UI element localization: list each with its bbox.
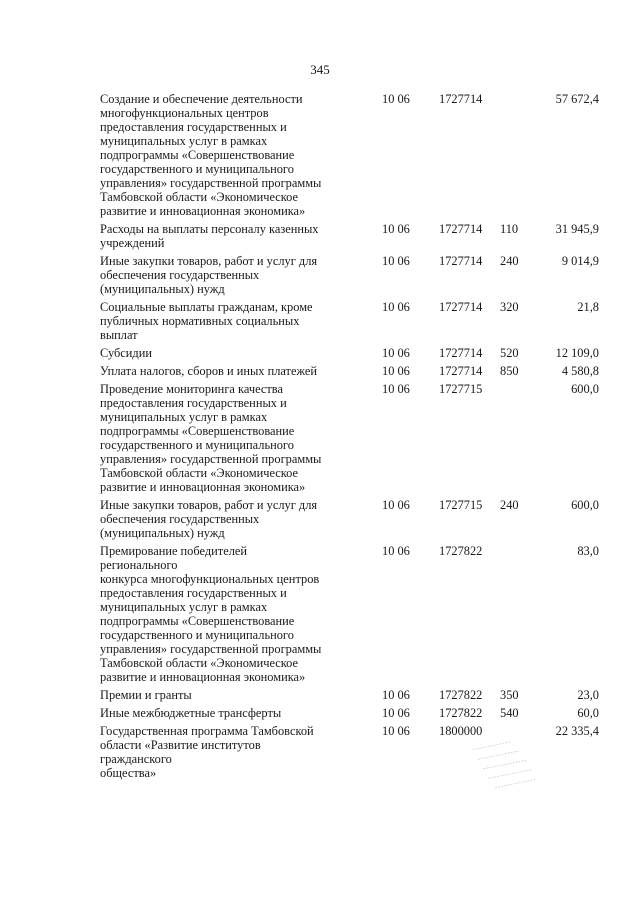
row-amount: 83,0 <box>577 544 599 558</box>
table-row <box>0 346 640 360</box>
row-target: 1727714 <box>439 300 483 314</box>
row-amount: 60,0 <box>577 706 599 720</box>
table-row <box>0 92 640 218</box>
row-section: 10 06 <box>382 688 410 702</box>
table-row <box>0 688 640 702</box>
row-name: Иные закупки товаров, работ и услуг для обеспечения государственных (муниципальных) нужд <box>100 498 318 540</box>
row-type: 520 <box>500 346 519 360</box>
row-amount: 57 672,4 <box>555 92 599 106</box>
row-section: 10 06 <box>382 92 410 106</box>
row-amount: 31 945,9 <box>555 222 599 236</box>
faint-stamp-mark <box>467 734 554 812</box>
row-name: Уплата налогов, сборов и иных платежей <box>100 364 318 378</box>
row-type: 540 <box>500 706 519 720</box>
row-type: 850 <box>500 364 519 378</box>
row-name: Премирование победителей регионального конкурса многофункциональных центров предоставления государственных и муниципальных услуг в рамках подпрограммы «Совершенствование государственного и муниципального управления» государственной программы Тамбовской области «Экономическое развитие и инновационная экономика» <box>100 544 322 684</box>
row-type: 240 <box>500 254 519 268</box>
row-name: Социальные выплаты гражданам, кроме публичных нормативных социальных выплат <box>100 300 313 342</box>
table-row <box>0 300 640 342</box>
row-name: Субсидии <box>100 346 152 360</box>
row-section: 10 06 <box>382 544 410 558</box>
row-name: Государственная программа Тамбовской области «Развитие институтов гражданского общества» <box>100 724 314 780</box>
row-amount: 4 580,8 <box>561 364 599 378</box>
row-target: 1727822 <box>439 544 483 558</box>
row-target: 1800000 <box>439 724 483 738</box>
row-target: 1727822 <box>439 706 483 720</box>
row-amount: 22 335,4 <box>555 724 599 738</box>
table-row <box>0 254 640 296</box>
row-name: Иные закупки товаров, работ и услуг для обеспечения государственных (муниципальных) нужд <box>100 254 318 296</box>
row-section: 10 06 <box>382 254 410 268</box>
table-row <box>0 222 640 250</box>
row-amount: 12 109,0 <box>555 346 599 360</box>
row-section: 10 06 <box>382 498 410 512</box>
row-target: 1727715 <box>439 382 483 396</box>
row-name: Расходы на выплаты персоналу казенных учреждений <box>100 222 319 250</box>
row-section: 10 06 <box>382 300 410 314</box>
row-target: 1727822 <box>439 688 483 702</box>
row-target: 1727714 <box>439 222 483 236</box>
row-amount: 9 014,9 <box>561 254 599 268</box>
row-amount: 23,0 <box>577 688 599 702</box>
budget-table <box>0 92 640 784</box>
row-target: 1727714 <box>439 92 483 106</box>
row-amount: 600,0 <box>571 382 599 396</box>
row-section: 10 06 <box>382 382 410 396</box>
row-name: Проведение мониторинга качества предоставления государственных и муниципальных услуг в рамках подпрограммы «Совершенствование государственного и муниципального управления» государственной программы Тамбовской области «Экономическое развитие и инновационная экономика» <box>100 382 322 494</box>
stamp-scribble-icon <box>467 734 553 802</box>
row-section: 10 06 <box>382 706 410 720</box>
row-section: 10 06 <box>382 222 410 236</box>
page-number: 345 <box>310 62 330 77</box>
row-section: 10 06 <box>382 724 410 738</box>
row-type: 110 <box>500 222 519 236</box>
row-name: Иные межбюджетные трансферты <box>100 706 282 720</box>
table-row <box>0 382 640 494</box>
table-row <box>0 498 640 540</box>
row-target: 1727714 <box>439 254 483 268</box>
row-amount: 600,0 <box>571 498 599 512</box>
row-target: 1727715 <box>439 498 483 512</box>
row-type: 350 <box>500 688 519 702</box>
row-amount: 21,8 <box>577 300 599 314</box>
table-row <box>0 544 640 684</box>
row-target: 1727714 <box>439 346 483 360</box>
row-name: Премии и гранты <box>100 688 192 702</box>
row-target: 1727714 <box>439 364 483 378</box>
row-section: 10 06 <box>382 364 410 378</box>
table-row <box>0 364 640 378</box>
row-name: Создание и обеспечение деятельности многофункциональных центров предоставления государственных и муниципальных услуг в рамках подпрограммы «Совершенствование государственного и муниципального управления» государственной программы Тамбовской области «Экономическое развитие и инновационная экономика» <box>100 92 322 218</box>
table-row <box>0 706 640 720</box>
row-section: 10 06 <box>382 346 410 360</box>
row-type: 320 <box>500 300 519 314</box>
row-type: 240 <box>500 498 519 512</box>
